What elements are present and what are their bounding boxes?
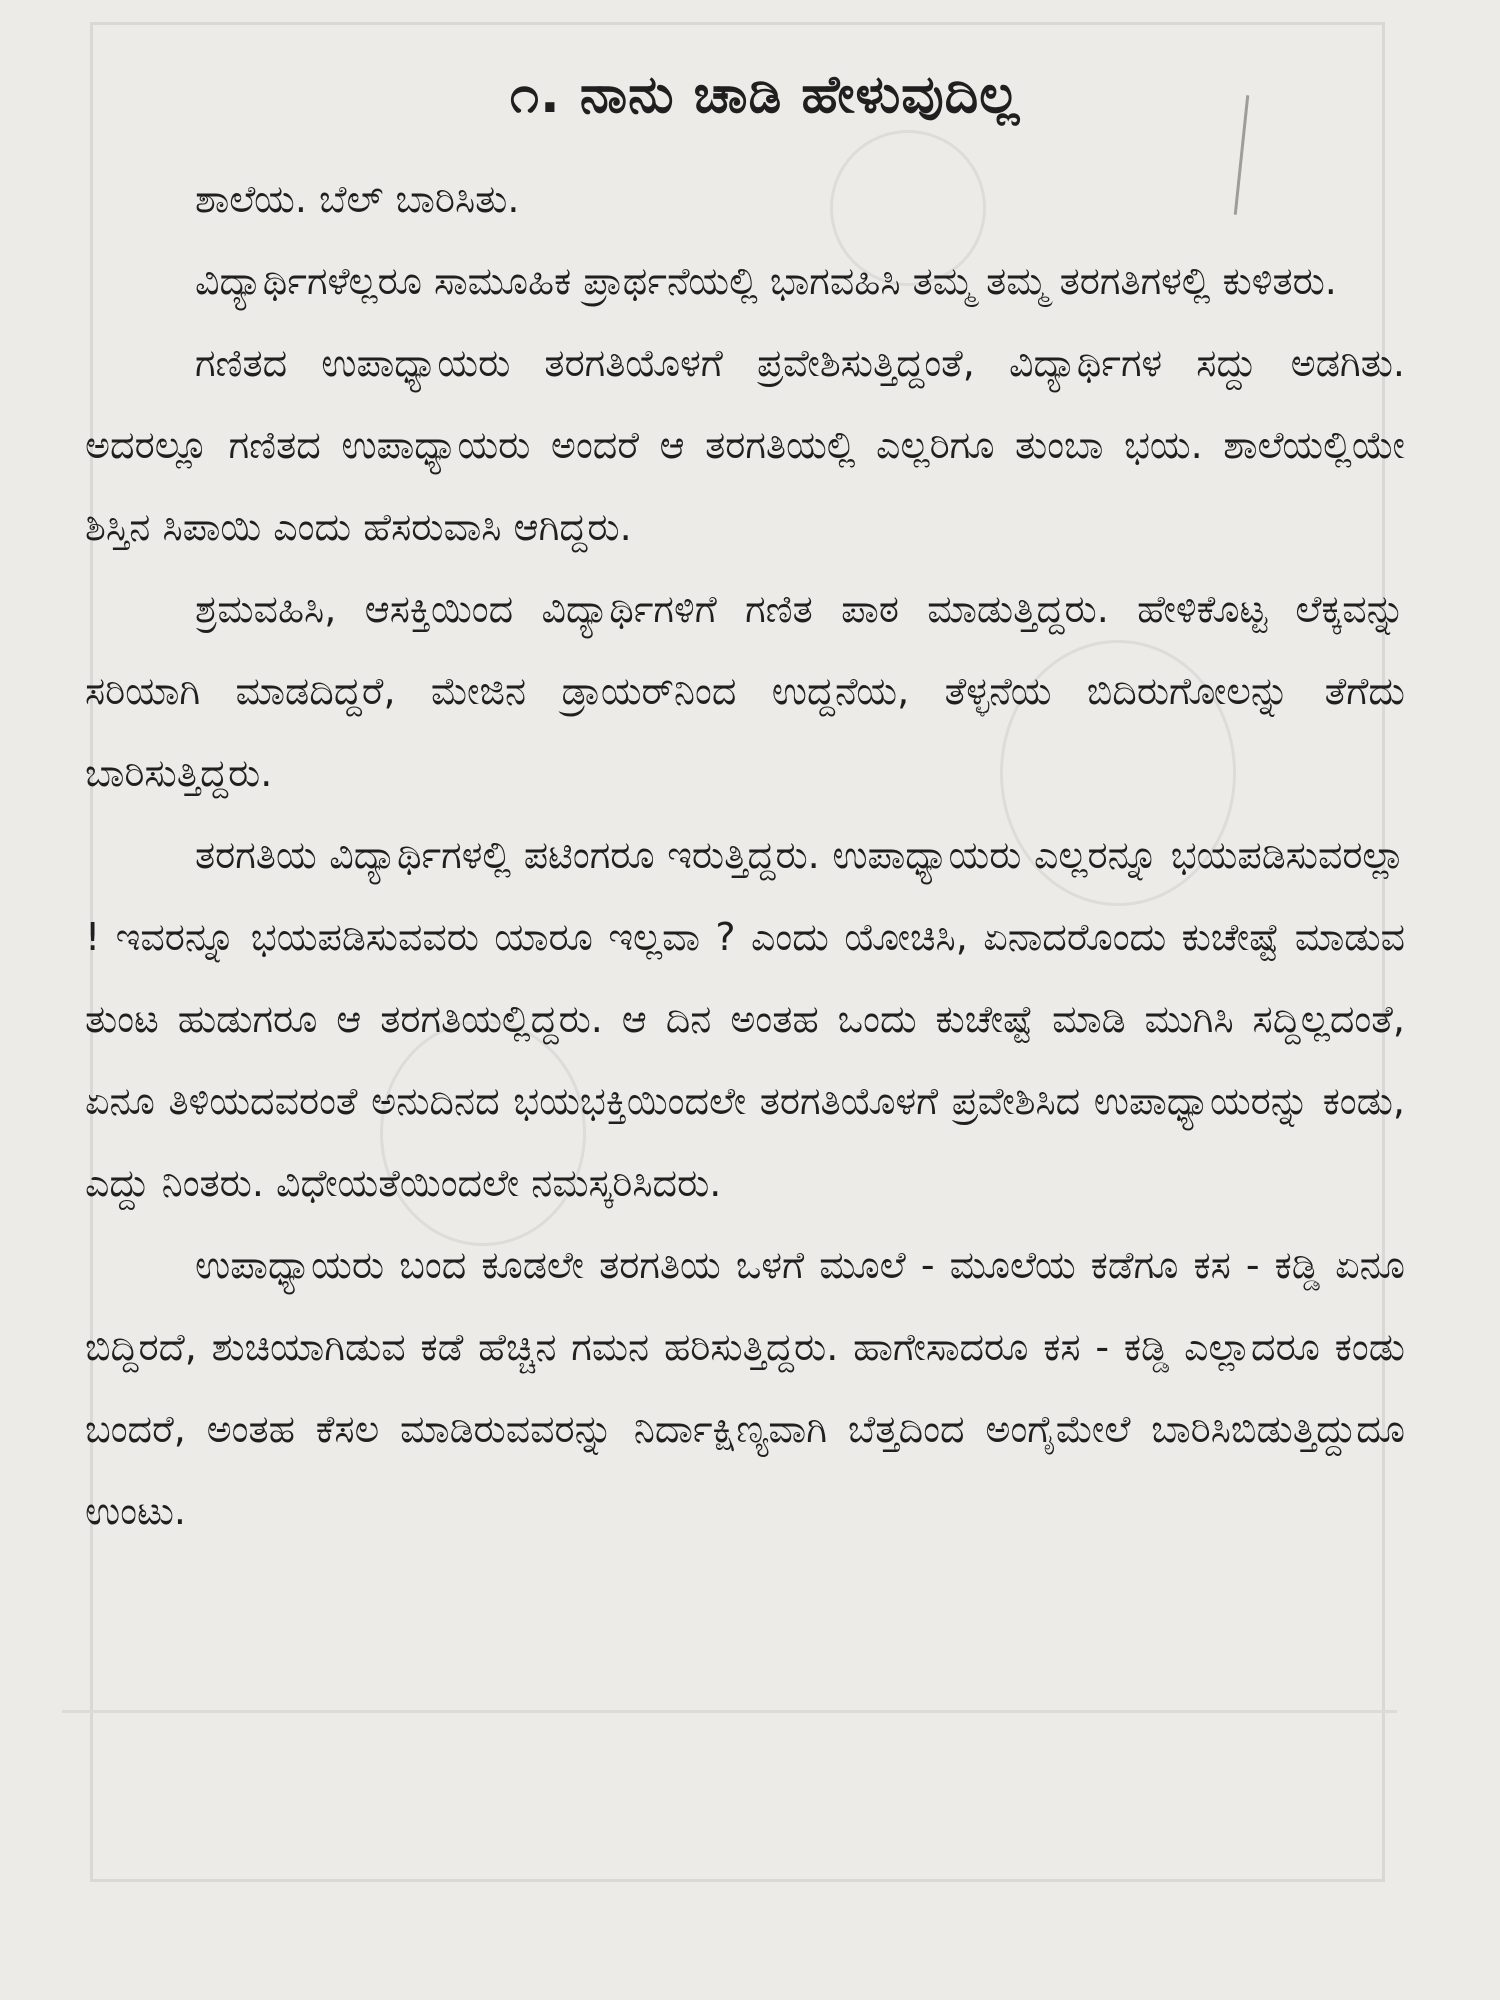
paragraph-6: ಉಪಾಧ್ಯಾಯರು ಬಂದ ಕೂಡಲೇ ತರಗತಿಯ ಒಳಗೆ ಮೂಲೆ - ಮೂಲೆಯ ಕಡೆಗೂ ಕಸ - ಕಡ್ಡಿ ಏನೂ ಬಿದ್ದಿರದೆ, ಶುಚಿಯಾಗಿಡುವ ಕಡೆ ಹೆಚ್ಚಿನ ಗಮನ ಹರಿಸುತ್ತಿದ್ದರು. ಹಾಗೇಸಾದರೂ ಕಸ - ಕಡ್ಡಿ ಎಲ್ಲಾದರೂ ಕಂಡು ಬಂದರೆ, ಅಂತಹ ಕೆಸಲ ಮಾಡಿರುವವರನ್ನು ನಿರ್ದಾಕ್ಷಿಣ್ಯವಾಗಿ ಬೆತ್ತದಿಂದ ಅಂಗೈಮೇಲೆ ಬಾರಿಸಿಬಿಡುತ್ತಿದ್ದುದೂ ಉಂಟು.	[85, 1242, 1405, 1533]
chapter-body	[85, 158, 1405, 1552]
paragraph-2: ವಿದ್ಯಾರ್ಥಿಗಳೆಲ್ಲರೂ ಸಾಮೂಹಿಕ ಪ್ರಾರ್ಥನೆಯಲ್ಲಿ ಭಾಗವಹಿಸಿ ತಮ್ಮ ತಮ್ಮ ತರಗತಿಗಳಲ್ಲಿ ಕುಳಿತರು.	[195, 258, 1337, 303]
paragraph-4: ಶ್ರಮವಹಿಸಿ, ಆಸಕ್ತಿಯಿಂದ ವಿದ್ಯಾರ್ಥಿಗಳಿಗೆ ಗಣಿತ ಪಾಠ ಮಾಡುತ್ತಿದ್ದರು. ಹೇಳಿಕೊಟ್ಟ ಲೆಕ್ಕವನ್ನು ಸರಿಯಾಗಿ ಮಾಡದಿದ್ದರೆ, ಮೇಜಿನ ಡ್ರಾಯರ್‌ನಿಂದ ಉದ್ದನೆಯ, ತೆಳ್ಳನೆಯ ಬಿದಿರುಗೋಲನ್ನು ತೆಗೆದು ಬಾರಿಸುತ್ತಿದ್ದರು.	[85, 586, 1405, 795]
paragraph-5: ತರಗತಿಯ ವಿದ್ಯಾರ್ಥಿಗಳಲ್ಲಿ ಪಟಿಂಗರೂ ಇರುತ್ತಿದ್ದರು. ಉಪಾಧ್ಯಾಯರು ಎಲ್ಲರನ್ನೂ ಭಯಪಡಿಸುವರಲ್ಲಾ ! ಇವರನ್ನೂ ಭಯಪಡಿಸುವವರು ಯಾರೂ ಇಲ್ಲವಾ ? ಎಂದು ಯೋಚಿಸಿ, ಏನಾದರೊಂದು ಕುಚೇಷ್ಟೆ ಮಾಡುವ ತುಂಟ ಹುಡುಗರೂ ಆ ತರಗತಿಯಲ್ಲಿದ್ದರು. ಆ ದಿನ ಅಂತಹ ಒಂದು ಕುಚೇಷ್ಟೆ ಮಾಡಿ ಮುಗಿಸಿ ಸದ್ದಿಲ್ಲದಂತೆ, ಏನೂ ತಿಳಿಯದವರಂತೆ ಅನುದಿನದ ಭಯಭಕ್ತಿಯಿಂದಲೇ ತರಗತಿಯೊಳಗೆ ಪ್ರವೇಶಿಸಿದ ಉಪಾಧ್ಯಾಯರನ್ನು ಕಂಡು, ಎದ್ದು ನಿಂತರು. ವಿಧೇಯತೆಯಿಂದಲೇ ನಮಸ್ಕರಿಸಿದರು.	[85, 832, 1405, 1205]
paragraph-1: ಶಾಲೆಯ. ಬೆಲ್ ಬಾರಿಸಿತು.	[195, 176, 520, 221]
paragraph-3: ಗಣಿತದ ಉಪಾಧ್ಯಾಯರು ತರಗತಿಯೊಳಗೆ ಪ್ರವೇಶಿಸುತ್ತಿದ್ದಂತೆ, ವಿದ್ಯಾರ್ಥಿಗಳ ಸದ್ದು ಅಡಗಿತು. ಅದರಲ್ಲೂ ಗಣಿತದ ಉಪಾಧ್ಯಾಯರು ಅಂದರೆ ಆ ತರಗತಿಯಲ್ಲಿ ಎಲ್ಲರಿಗೂ ತುಂಬಾ ಭಯ. ಶಾಲೆಯಲ್ಲಿಯೇ ಶಿಸ್ತಿನ ಸಿಪಾಯಿ ಎಂದು ಹೆಸರುವಾಸಿ ಆಗಿದ್ದರು.	[85, 340, 1405, 549]
show-through-line	[62, 1710, 1397, 1863]
chapter-title: ೧. ನಾನು ಚಾಡಿ ಹೇಳುವುದಿಲ್ಲ	[509, 65, 1021, 125]
